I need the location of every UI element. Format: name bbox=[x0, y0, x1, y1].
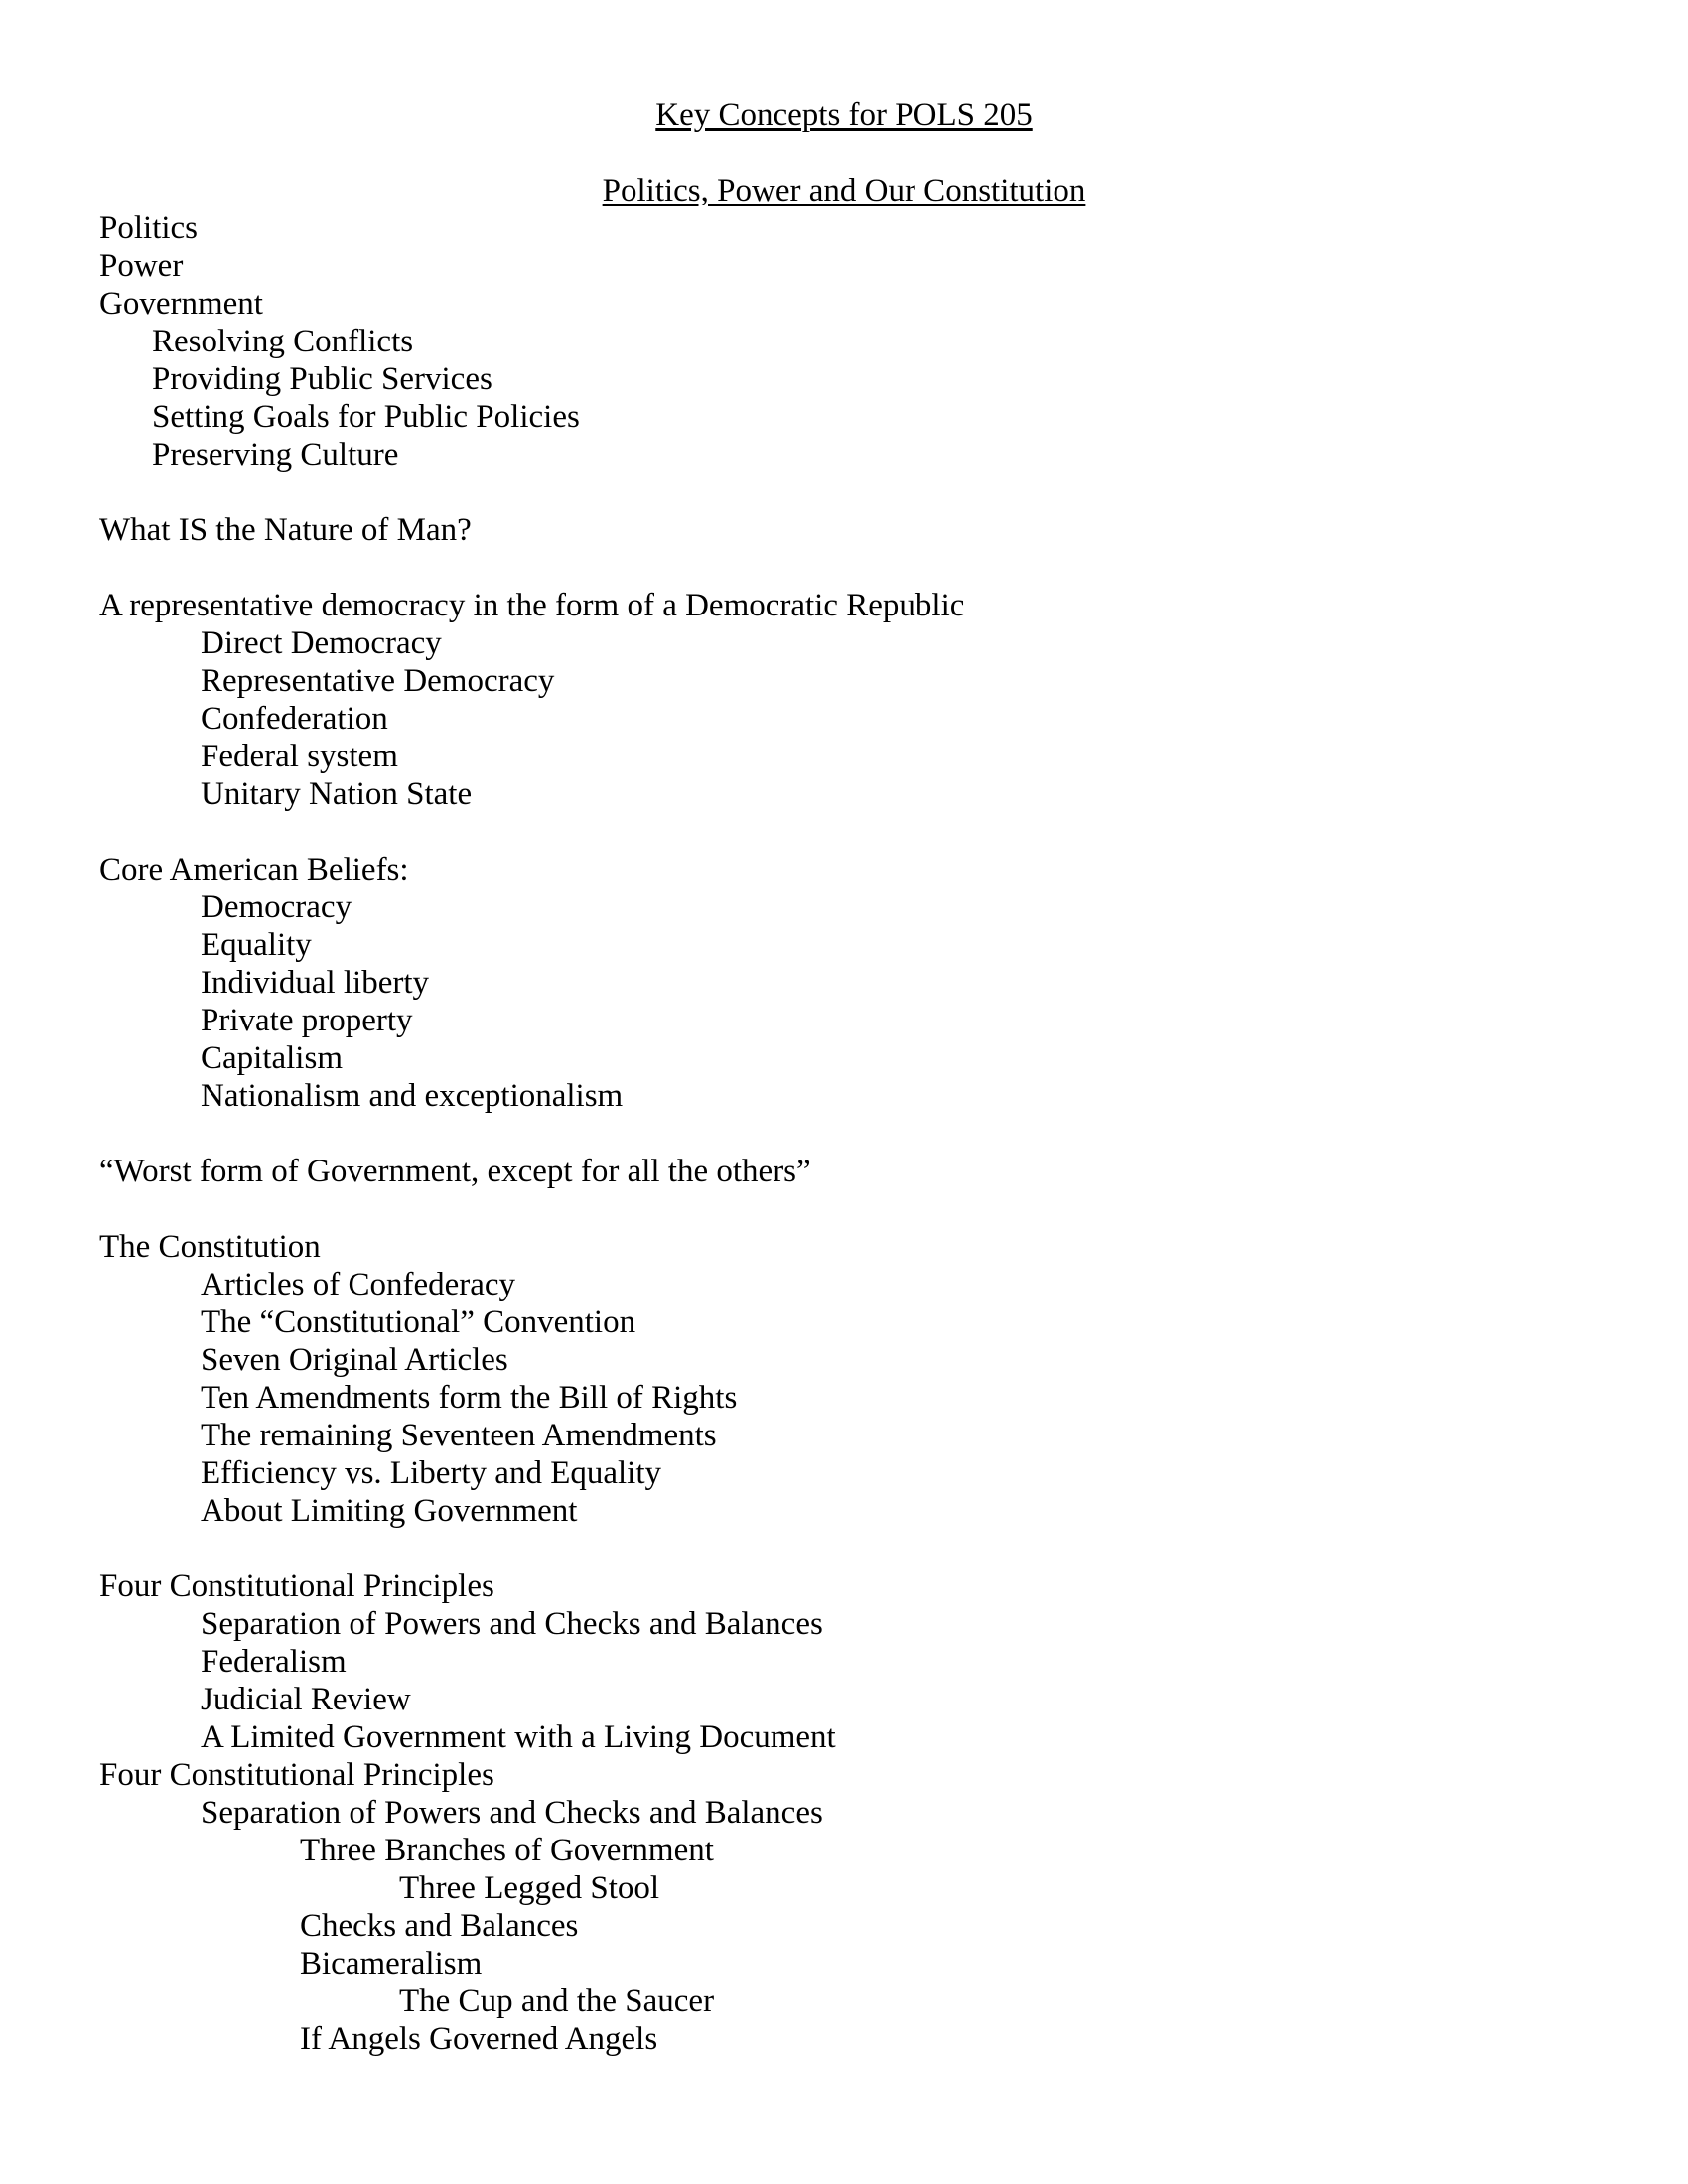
outline-line: Ten Amendments form the Bill of Rights bbox=[201, 1380, 738, 1416]
outline-line: Direct Democracy bbox=[201, 625, 442, 661]
outline-line: Three Legged Stool bbox=[399, 1870, 660, 1906]
blank-line bbox=[0, 549, 1688, 587]
outline-line: Federalism bbox=[201, 1644, 347, 1680]
outline-line: Core American Beliefs: bbox=[99, 852, 409, 887]
outline-line: Efficiency vs. Liberty and Equality bbox=[201, 1455, 661, 1491]
outline-line: Resolving Conflicts bbox=[152, 324, 414, 359]
blank-line bbox=[0, 1190, 1688, 1228]
outline-line: A Limited Government with a Living Document bbox=[201, 1719, 836, 1755]
blank-line bbox=[0, 134, 1688, 172]
outline-line: About Limiting Government bbox=[201, 1493, 578, 1529]
outline-line: Nationalism and exceptionalism bbox=[201, 1078, 624, 1114]
outline-line: Democracy bbox=[201, 889, 352, 925]
outline-line: The “Constitutional” Convention bbox=[201, 1304, 636, 1340]
outline-line: The Cup and the Saucer bbox=[399, 1983, 715, 2019]
outline-line: Equality bbox=[201, 927, 312, 963]
outline-line: Federal system bbox=[201, 739, 398, 774]
outline-line: Four Constitutional Principles bbox=[99, 1757, 494, 1793]
outline-line: Separation of Powers and Checks and Balances bbox=[201, 1606, 823, 1642]
outline-line: Three Branches of Government bbox=[300, 1833, 714, 1868]
outline-line: Seven Original Articles bbox=[201, 1342, 508, 1378]
outline-line: Checks and Balances bbox=[300, 1908, 579, 1944]
blank-line bbox=[0, 474, 1688, 511]
outline-line: Capitalism bbox=[201, 1040, 343, 1076]
outline-line: “Worst form of Government, except for all the others” bbox=[99, 1154, 811, 1189]
document-title: Key Concepts for POLS 205 bbox=[655, 97, 1033, 133]
outline-line: Providing Public Services bbox=[152, 361, 492, 397]
outline-line: If Angels Governed Angels bbox=[300, 2021, 658, 2057]
outline-line: Bicameralism bbox=[300, 1946, 483, 1981]
outline-line: The remaining Seventeen Amendments bbox=[201, 1418, 717, 1453]
outline-line: Politics bbox=[99, 210, 199, 246]
outline-line: A representative democracy in the form of a Democratic Republic bbox=[99, 588, 965, 623]
blank-line bbox=[0, 1115, 1688, 1153]
outline-line: Individual liberty bbox=[201, 965, 430, 1001]
outline-line: Articles of Confederacy bbox=[201, 1267, 516, 1302]
outline-line: Power bbox=[99, 248, 184, 284]
outline-line: Preserving Culture bbox=[152, 437, 399, 473]
outline-line: Government bbox=[99, 286, 263, 322]
blank-line bbox=[0, 1530, 1688, 1568]
outline-line: Private property bbox=[201, 1003, 413, 1038]
outline-line: Separation of Powers and Checks and Balances bbox=[201, 1795, 823, 1831]
outline-line: Confederation bbox=[201, 701, 388, 737]
outline-line: The Constitution bbox=[99, 1229, 321, 1265]
blank-line bbox=[0, 813, 1688, 851]
outline-line: Four Constitutional Principles bbox=[99, 1569, 494, 1604]
outline-line: What IS the Nature of Man? bbox=[99, 512, 472, 548]
outline-line: Representative Democracy bbox=[201, 663, 555, 699]
outline-line: Judicial Review bbox=[201, 1682, 411, 1717]
outline-line: Unitary Nation State bbox=[201, 776, 473, 812]
document-outline bbox=[0, 209, 1688, 2058]
outline-line: Setting Goals for Public Policies bbox=[152, 399, 580, 435]
document-subtitle: Politics, Power and Our Constitution bbox=[602, 173, 1086, 208]
